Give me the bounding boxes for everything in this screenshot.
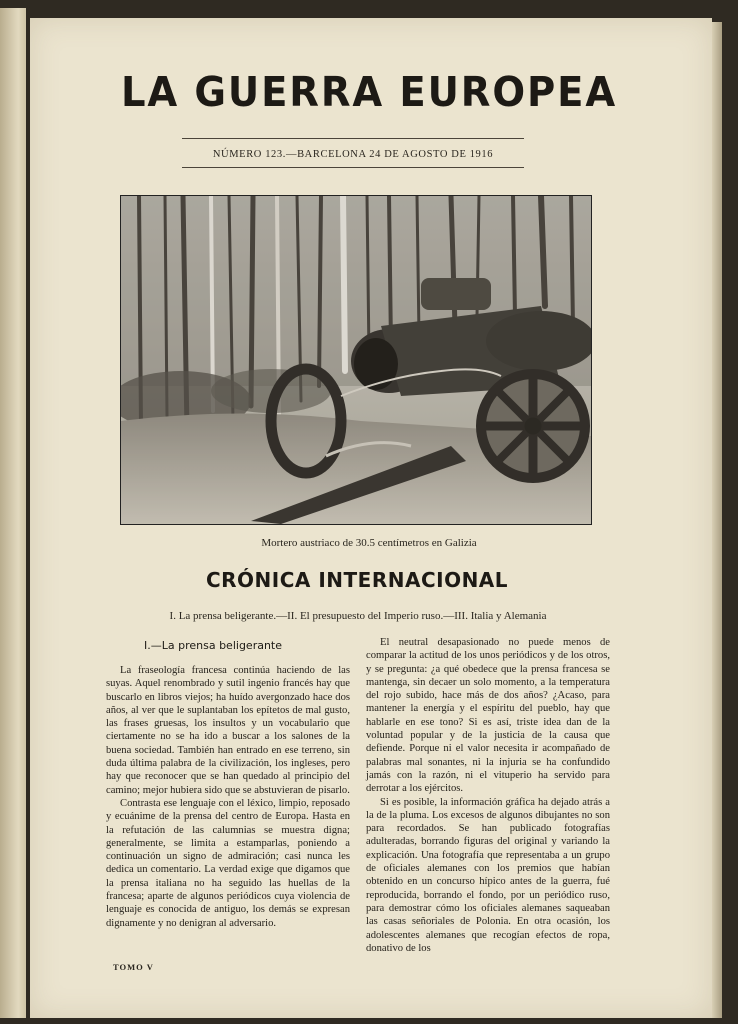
right-column: [366, 636, 610, 955]
left-column: [106, 664, 350, 930]
previous-page-edge: [0, 8, 26, 1018]
page-stack-edge: [712, 22, 722, 1018]
masthead-title: LA GUERRA EUROPEA: [120, 68, 618, 116]
volume-label: TOMO V: [113, 962, 154, 972]
paragraph: El neutral desapasionado no puede menos de comparar la actitud de los unos periódicos y de los otros, y se pregunta: ¿a qué obedece que la prensa francesa se mantenga, sin decaer un solo momento, a la temperatura del rojo subido, hace más de dos años? ¿Acaso, para mantener la energía y el espíritu del pueblo, hay que hablarle en ese tono? Si es así, triste idea dan de la voluntad popular y de la justicia de la causa que defiende. Porque ni el valor necesita ir acompañado de palabras mal sonantes, ni la injuria se ha confundido jamás con la razón, ni el vituperio ha servido para derrotar a los ejércitos.: [366, 637, 610, 795]
issue-line: NÚMERO 123.—BARCELONA 24 DE AGOSTO DE 1916: [212, 149, 494, 160]
mortar-photo-illustration: [121, 196, 591, 524]
article-title: CRÓNICA INTERNACIONAL: [205, 568, 509, 592]
paragraph: Contrasta ese lenguaje con el léxico, limpio, reposado y ecuánime de la prensa del centro de Europa. Hasta en la refutación de las calumnias se muestra digna; generalmente, se limita a estamparlas, poniendo a continuación un signo de admiración; casi nunca les dedica un comentario. La verdad exige que digamos que la prensa italiana no ha seguido las huellas de la francesa; aparte de algunos periódicos cuya violencia de lenguaje es conocida de antiguo, los demás se expresan dignamente y no denigran al adversario.: [106, 797, 350, 929]
paragraph: La fraseología francesa continúa haciendo de las suyas. Aquel renombrado y sutil ingenio francés hay que buscarlo en libros viejos; ha huído avergonzado hace dos años, al ver que le suplantaban los epítetos de mal gusto, las frases gruesas, los insultos y un vocabulario que ciertamente no se ha ido a buscar a los salones de la buena sociedad. También han entrado en ese terreno, sin duda última palabra de la civilización, los ingleses, pero hay que reconocer que se han quedado al principio del camino; mejor hubiera sido que se abstuvieran de pisarlo.: [106, 665, 350, 796]
masthead-bottom-rule: [182, 167, 524, 168]
mortar-photo: [120, 195, 592, 525]
photo-caption: Mortero austriaco de 30.5 centímetros en Galizia: [261, 537, 477, 549]
masthead-top-rule: [182, 138, 524, 139]
section-heading: I.—La prensa beligerante: [144, 639, 283, 652]
paragraph: Si es posible, la información gráfica ha dejado atrás a la de la pluma. Los excesos de algunos dibujantes no son para recordados. Se han publicado fotografías adulteradas, borrando figuras del original y variando la explicación. Una fotografía que representaba a un grupo de oficiales alemanes con los premios que habían obtenido en un concurso hípico antes de la guerra, fué reproducida, borrando el fondo, por un periódico ruso, para demostrar cómo los oficiales alemanes saqueaban las casas señoriales de Polonia. En otra ocasión, los adolescentes alemanes que recogían efectos de ropa, donativo de los: [366, 796, 610, 954]
article-subtitle: I. La prensa beligerante.—II. El presupuesto del Imperio ruso.—III. Italia y Alemania: [169, 610, 547, 622]
